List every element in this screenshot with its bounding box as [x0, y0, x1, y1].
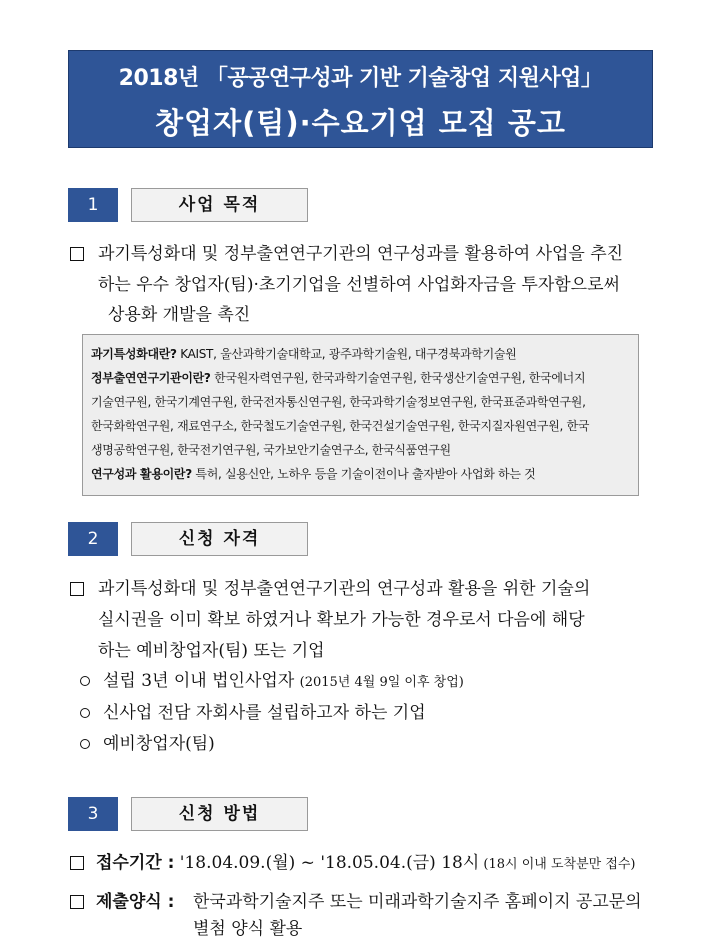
submission-form-label: 제출양식 : [96, 892, 175, 912]
section-1-number: 1 [68, 188, 118, 222]
section-2-number: 2 [68, 522, 118, 556]
application-period-note: (18시 이내 도착분만 접수) [479, 857, 636, 872]
note-label-utilization: 연구성과 활용이란? [91, 467, 192, 481]
note-line-5: 생명공학연구원, 한국전기연구원, 국가보안기술연구소, 한국식품연구원 [91, 443, 451, 457]
section-1-title: 사업 목적 [131, 188, 308, 222]
note-line-3: 기술연구원, 한국기계연구원, 한국전자통신연구원, 한국과학기술정보연구원, 한국표준과학연구원, [91, 395, 586, 409]
note-line-6 [91, 466, 535, 482]
eligibility-item-1 [103, 670, 464, 694]
section-1-para-line-1: 과기특성화대 및 정부출연연구기관의 연구성과를 활용하여 사업을 추진 [98, 244, 624, 264]
section-3-title: 신청 방법 [131, 797, 308, 831]
checkbox-bullet-icon [70, 895, 84, 909]
eligibility-item-3: 예비창업자(팀) [103, 734, 215, 754]
announcement-title-box [68, 50, 653, 148]
note-label-institutes: 정부출연연구기관이란? [91, 371, 211, 385]
submission-form-line-2: 별첨 양식 활용 [193, 919, 303, 939]
section-3-number: 3 [68, 797, 118, 831]
title-line-2: 창업자(팀)·수요기업 모집 공고 [155, 106, 566, 140]
note-text-institutes-1: 한국원자력연구원, 한국과학기술연구원, 한국생산기술연구원, 한국에너지 [210, 371, 586, 385]
definitions-note-box [82, 334, 639, 496]
section-2-para-line-3: 하는 예비창업자(팀) 또는 기업 [98, 641, 325, 661]
section-1-para-line-3: 상용화 개발을 촉진 [108, 305, 251, 325]
note-label-univ: 과기특성화대란? [91, 347, 177, 361]
circle-bullet-icon [80, 676, 90, 686]
section-2-title: 신청 자격 [131, 522, 308, 556]
circle-bullet-icon [80, 739, 90, 749]
checkbox-bullet-icon [70, 582, 84, 596]
note-text-univ: KAIST, 울산과학기술대학교, 광주과학기술원, 대구경북과학기술원 [176, 347, 517, 361]
eligibility-item-2: 신사업 전담 자회사를 설립하고자 하는 기업 [103, 703, 426, 723]
eligibility-item-1-text: 설립 3년 이내 법인사업자 [103, 671, 300, 691]
submission-form-line-1: 한국과학기술지주 또는 미래과학기술지주 홈페이지 공고문의 [193, 892, 642, 912]
note-line-2 [91, 370, 585, 386]
note-line-1 [91, 346, 516, 362]
eligibility-item-1-note: (2015년 4월 9일 이후 창업) [299, 675, 464, 690]
checkbox-bullet-icon [70, 247, 84, 261]
circle-bullet-icon [80, 708, 90, 718]
section-1-para-line-2: 하는 우수 창업자(팀)·초기기업을 선별하여 사업화자금을 투자함으로써 [98, 275, 620, 295]
title-line-1: 2018년 「공공연구성과 기반 기술창업 지원사업」 [118, 66, 603, 91]
section-2-para-line-2: 실시권을 이미 확보 하였거나 확보가 가능한 경우로서 다음에 해당 [98, 610, 585, 630]
checkbox-bullet-icon [70, 856, 84, 870]
note-text-utilization: 특허, 실용신안, 노하우 등을 기술이전이나 출자받아 사업화 하는 것 [191, 467, 536, 481]
application-period-value: '18.04.09.(월) ~ '18.05.04.(금) 18시 [174, 853, 480, 873]
note-line-4: 한국화학연구원, 재료연구소, 한국철도기술연구원, 한국건설기술연구원, 한국지질자원연구원, 한국 [91, 419, 590, 433]
application-period-label: 접수기간 : [96, 853, 175, 873]
submission-form [96, 891, 174, 913]
application-period [96, 852, 636, 876]
section-2-para-line-1: 과기특성화대 및 정부출연연구기관의 연구성과 활용을 위한 기술의 [98, 579, 591, 599]
